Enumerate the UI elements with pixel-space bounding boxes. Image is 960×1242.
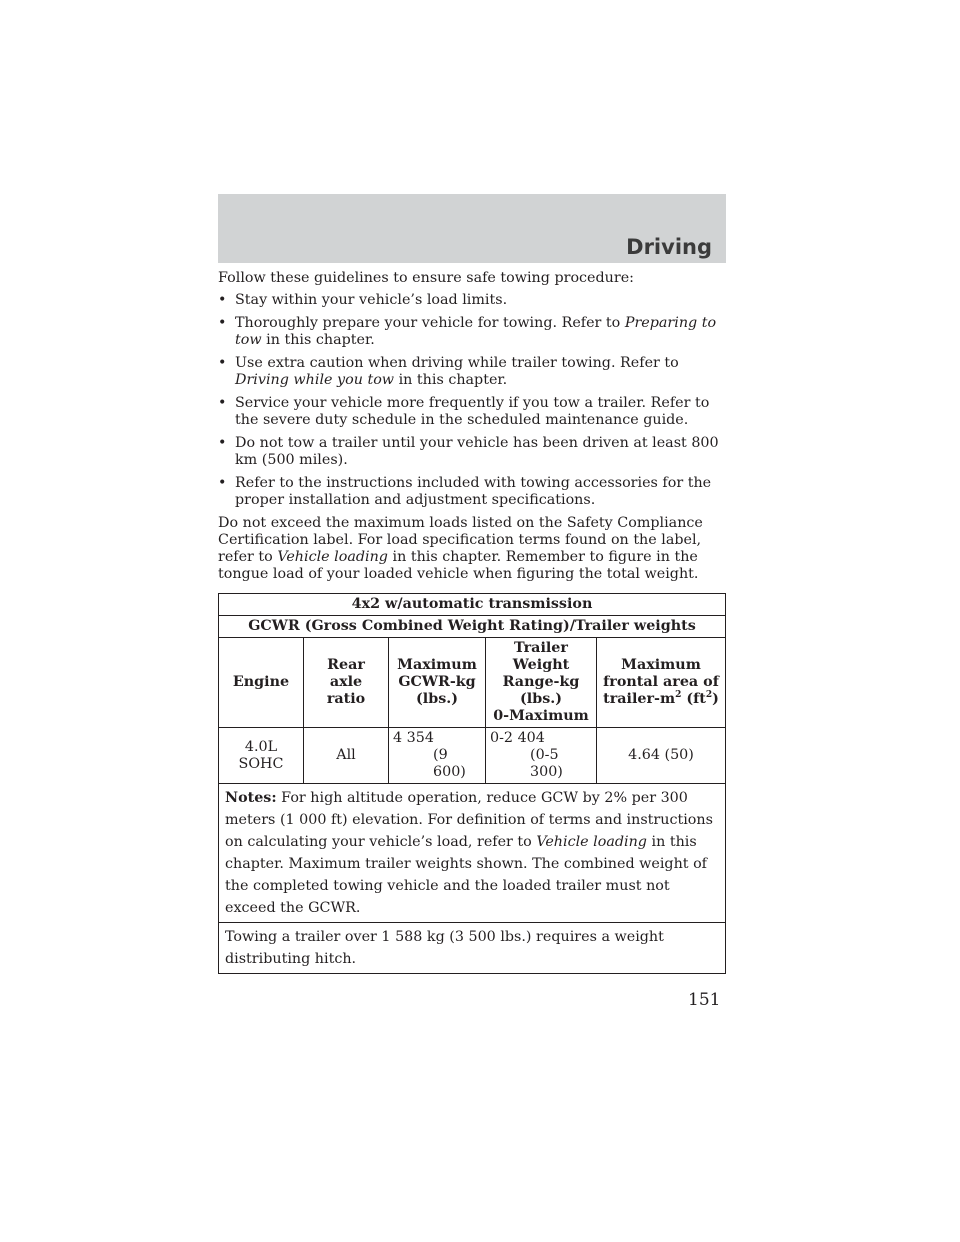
column-header-frontal-area: Maximum frontal area of trailer-$m^2$ $(ft^2)$: [597, 638, 726, 728]
cell-engine: 4.0L SOHC: [219, 728, 304, 784]
intro-text: Follow these guidelines to ensure safe towing procedure:: [218, 270, 634, 286]
cell-frontal-area: 4.64 (50): [597, 728, 726, 784]
guidelines-list: [218, 292, 726, 509]
cell-gcwr: 4 354 (9 600): [389, 728, 486, 784]
cross-reference: Preparing to tow: [235, 315, 717, 348]
table-row: [219, 728, 726, 784]
column-header-engine: Engine: [219, 638, 304, 728]
bullet-icon: •: [218, 315, 227, 331]
column-header-axle-ratio: Rear axle ratio: [304, 638, 389, 728]
notes-row: [219, 784, 726, 923]
trailer-weight-table: [218, 593, 726, 974]
bullet-icon: •: [218, 435, 227, 451]
column-header-gcwr: Maximum GCWR-kg (lbs.): [389, 638, 486, 728]
cell-trailer-weight: 0-2 404 (0-5 300): [486, 728, 597, 784]
list-item: • Stay within your vehicle’s load limits.: [218, 292, 508, 308]
bullet-icon: •: [218, 292, 227, 308]
cross-reference: Vehicle loading: [277, 549, 388, 565]
cell-axle-ratio: All: [304, 728, 389, 784]
table-header-row: [219, 638, 726, 728]
list-item: • Use extra caution when driving while trailer towing. Refer to Driving while you tow in this chapter.: [218, 355, 679, 388]
cross-reference: Driving while you tow: [235, 372, 395, 388]
bullet-icon: •: [218, 355, 227, 371]
table-title: 4x2 w/automatic transmission: [219, 594, 726, 616]
notes-cell: Notes: For high altitude operation, reduce GCW by 2% per 300 meters (1 000 ft) elevation. For definition of terms and instructions on calculating your vehicle’s load, refer to Vehicle loading in this chapter. Maximum trailer weights shown. The combined weight of the completed towing vehicle and the loaded trailer must not exceed the GCWR.: [219, 784, 726, 923]
column-header-trailer-weight: Trailer Weight Range-kg (lbs.) 0-Maximum: [486, 638, 597, 728]
bullet-icon: •: [218, 475, 227, 491]
load-limits-paragraph: Do not exceed the maximum loads listed on the Safety Compliance Certification label. For load specification terms found on the label, refer to Vehicle loading in this chapter. Remember to figure in the tongue load of your loaded vehicle when figuring the total weight.: [218, 515, 703, 582]
page-content: [218, 270, 726, 583]
table-subtitle-row: [219, 616, 726, 638]
list-item: • Thoroughly prepare your vehicle for towing. Refer to Preparing to tow in this chapter.: [218, 315, 717, 348]
list-item: • Service your vehicle more frequently if you tow a trailer. Refer to the severe duty schedule in the scheduled maintenance guide.: [218, 395, 710, 428]
list-item: • Do not tow a trailer until your vehicle has been driven at least 800 km (500 miles).: [218, 435, 719, 468]
bullet-icon: •: [218, 395, 227, 411]
list-item: • Refer to the instructions included with towing accessories for the proper installation and adjustment specifications.: [218, 475, 712, 508]
notes-label: Notes:: [225, 790, 277, 806]
hitch-note-row: [219, 923, 726, 974]
hitch-note-cell: Towing a trailer over 1 588 kg (3 500 lbs.) requires a weight distributing hitch.: [219, 923, 726, 974]
cross-reference: Vehicle loading: [536, 834, 647, 850]
page-number: 151: [688, 990, 721, 1010]
section-header-band: [218, 194, 726, 263]
table-subtitle: GCWR (Gross Combined Weight Rating)/Trailer weights: [219, 616, 726, 638]
section-title: Driving: [626, 235, 712, 259]
table-title-row: [219, 594, 726, 616]
